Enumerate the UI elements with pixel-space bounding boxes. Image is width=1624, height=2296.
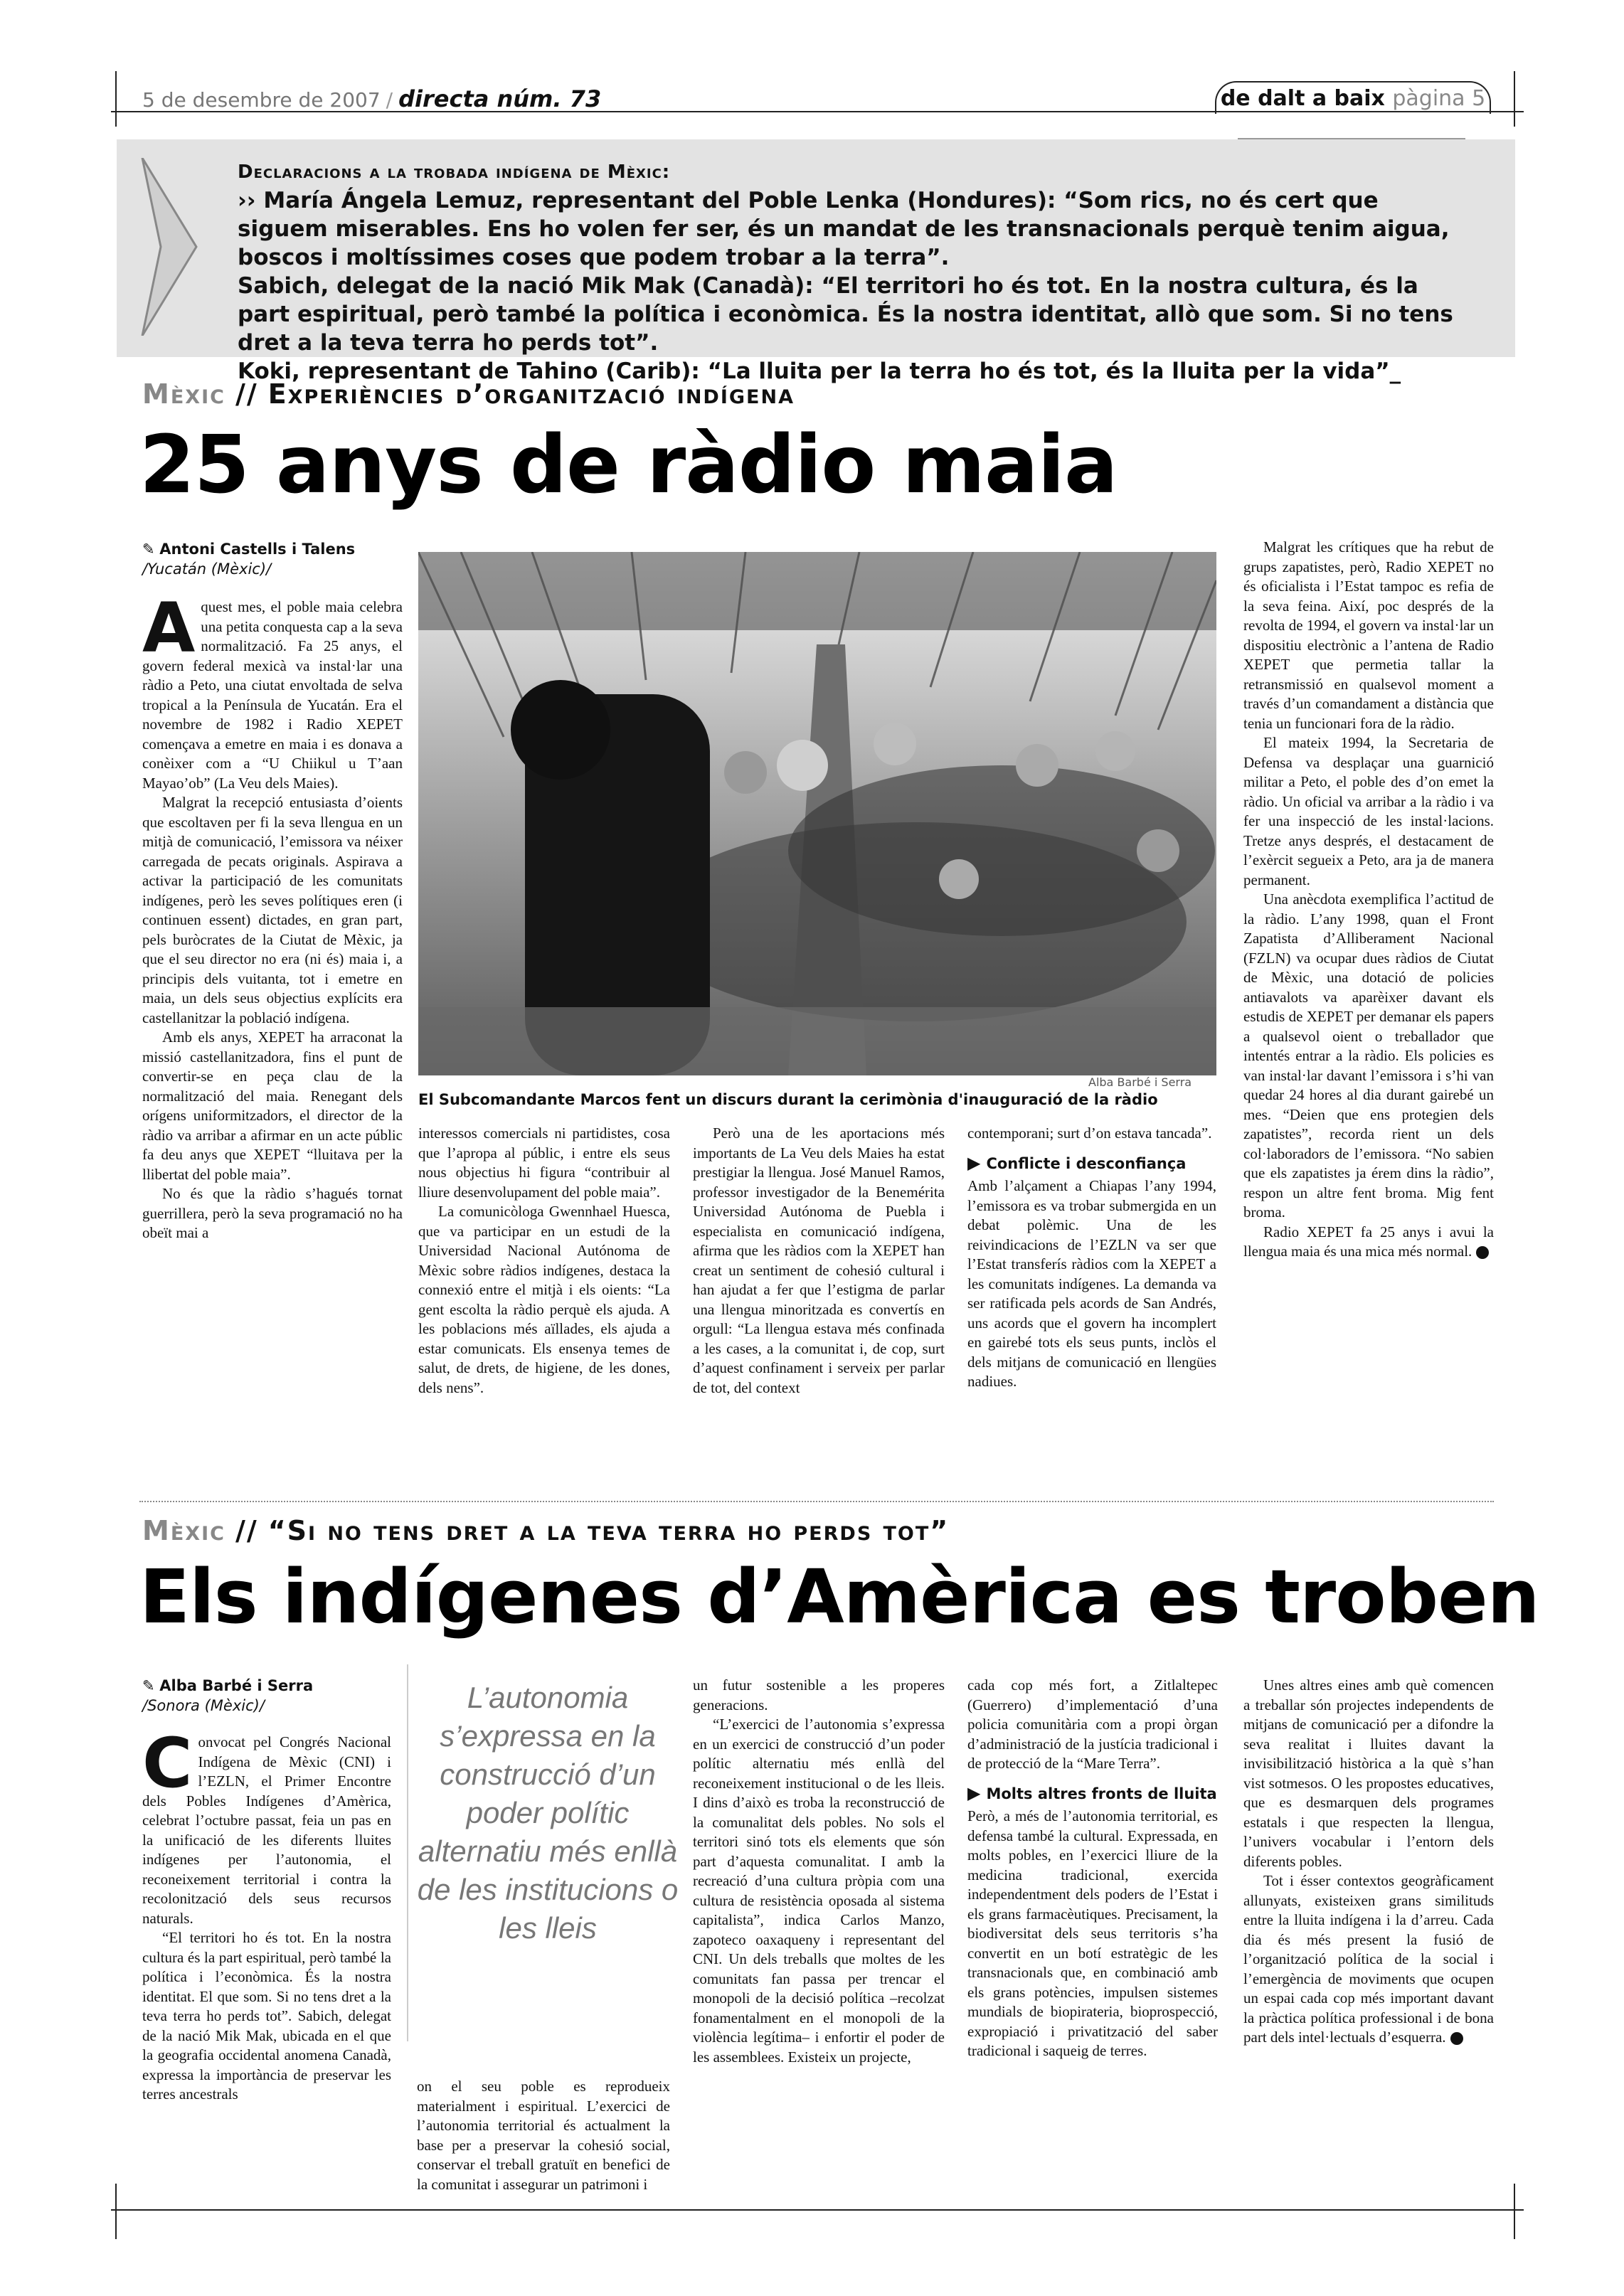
pen-icon: ✎: [142, 1677, 155, 1694]
section-name: de dalt a baix: [1220, 86, 1385, 111]
article1-kicker-text: Experiències d’organització indígena: [267, 378, 795, 410]
article1-col3-para: Però una de les aportacions més importants de La Veu dels Maies ha estat prestigiar la llengua. José Manuel Ramos, professor investigador de la Benemérita Universidad Autónoma de Puebla i especialista en comunicació indígena, afirma que les ràdios com la XEPET han creat un sentiment de cohesió cultural i han ajudat a fer que l’estigma de parlar una llengua minoritzada es convertís en orgull: “La llengua estava més confinada a les cases, a la comunitat i, de cop, surt d’aquest confinament i serveix per parlar de tot, del context: [693, 1125, 945, 1396]
declaration-sabich: Sabich, delegat de la nació Mik Mak (Canadà): “El territori ho és tot. En la nostra cultura, és la part espiritual, però també la política i econòmica. És la nostra identitat, allò que som. Si no tens dret a la teva terra ho perds tot”.: [238, 273, 1453, 356]
left-rule-bottom: [115, 2184, 117, 2239]
article2-col3-para: un futur sostenible a les properes generacions.: [693, 1676, 945, 1713]
issue-date: 5 de desembre de 2007: [142, 88, 381, 112]
article1-kicker: [142, 378, 795, 410]
article1-column-4: [967, 1124, 1216, 1392]
publication-name: directa núm. 73: [398, 85, 602, 112]
article1-byline: [142, 539, 405, 579]
article1-separator: //: [235, 378, 258, 410]
article2-col4-para: Però, a més de l’autonomia territorial, es defensa també la cultural. Expressada, en molts pobles, en l’exercici lliure de la medicina tradicional, exercida independentment dels poders de l’Estat i els grans farmacèutiques. Precisament, la biodiversitat dels seus territoris s’ha convertit en un botí estratègic de les transnacionals que, en combinació amb els grans potències, impulsen sistemes mundials de biopirateria, bioprospecció, expropiació i privatització del saber tradicional i saqueig de terres.: [967, 1807, 1218, 2059]
article1-col1-para: Aquest mes, el poble maia celebra una petita conquesta cap a la seva normalització. Fa 25 anys, el govern federal mexicà va instal·lar una ràdio a Peto, una ciutat envoltada de selva tropical a la Península de Yucatán. Era el novembre de 1982 i Radio XEPET començava a emetre en maia i es donava a conèixer com a “U Chiikul u T’aan Mayao’ob” (La Veu dels Maies).: [142, 588, 403, 792]
page-number: pàgina 5: [1392, 86, 1486, 111]
article2-col5-para: [1243, 1871, 1494, 2048]
article2-column-5: [1243, 1676, 1494, 2048]
article1-col1-para: No és que la ràdio s’hagués tornat guerrillera, però la seva programació no ha obeït mai a: [142, 1185, 403, 1241]
article2-col1-para: “El territori ho és tot. En la nostra cultura és la part espiritual, però també la política i l’econòmica. És la nostra identitat. El que som. Si no tens dret a la teva terra ho perds tot”. Sabich, delegat de la nació Mik Mak, ubicada en el que la geografia occidental anomena Canadà, expressa la importància de preservar les terres ancestrals: [142, 1929, 391, 2103]
article1-section: Mèxic: [142, 378, 225, 410]
article2-col4-intro: cada cop més fort, a Zitlaltepec (Guerrero) d’implementació d’una policia comunitària com a propi òrgan d’administració de la justícia tradicional i de protecció de la “Mare Terra”.: [967, 1676, 1218, 1772]
article2-column-1: [142, 1723, 391, 2105]
news-photo: [418, 552, 1216, 1075]
article2-author: Alba Barbé i Serra: [159, 1677, 314, 1694]
bottom-rule: [111, 2209, 1524, 2211]
page-header-left: [142, 85, 601, 112]
arrow-icon: [139, 158, 199, 336]
photo-credit: Alba Barbé i Serra: [1088, 1075, 1192, 1089]
article2-column-3: [693, 1676, 945, 2067]
article1-column-2: [418, 1124, 670, 1398]
article1-col4-intro: contemporani; surt d’on estava tancada”.: [967, 1125, 1212, 1142]
right-rule-bottom: [1514, 2184, 1515, 2239]
article1-col2-para: interessos comercials ni partidistes, cosa que l’apropa al públic, i entre els seus nous objectius hi figura “contribuir al lliure desenvolupament del poble maia”.: [418, 1125, 670, 1201]
article2-title: Els indígenes d’Amèrica es troben: [139, 1553, 1539, 1640]
article1-col2-para: La comunicòloga Gwennhael Huesca, que va participar en un estudi de la Universidad Nacional Autónoma de Mèxic sobre ràdios indígenes, destaca la connexió entre el mitjà i els oients: “La gent escolta la ràdio perquè els ajuda. A les poblacions més aïllades, els ajuda a estar comunicats. Els ensenya temes de salut, de drets, de higiene, de les dones, dels nens”.: [418, 1203, 670, 1396]
article2-column-4: [967, 1676, 1218, 2061]
pullquote-rule: [407, 1664, 408, 2041]
article1-col1-para: Amb els anys, XEPET ha arraconat la missió castellanitzadora, fins el punt de convertir-se en peça clau de la normalització del maia. Renegant dels orígens uniformitzadors, el director de la ràdio va arribar a afirmar en un acte públic fa deu anys que XEPET “lluitava per la llibertat del poble maia”.: [142, 1029, 403, 1183]
article2-column-2: [417, 2077, 670, 2194]
pen-icon: ✎: [142, 541, 155, 558]
article1-col5-para: [1243, 1223, 1494, 1262]
section-tab: [1215, 81, 1491, 114]
article1-author: Antoni Castells i Talens: [159, 541, 356, 558]
pullquote: L’autonomia s’expressa en la construcció d’un poder polític alternatiu més enllà de les institucions o les lleis: [417, 1681, 679, 1945]
article2-col5-para: Unes altres eines amb què comencen a treballar són projectes independents de mitjans de comunicació per a difondre la seva realitat i lluites davant la invisibilització històrica a la què s’han vist sotmesos. O les propostes educatives, que es desmarquen dels programes estatals i que respecten la llengua, l’univers vocabular i l’entorn dels diferents pobles.: [1243, 1676, 1494, 1870]
article1-location: /Yucatán (Mèxic)/: [142, 560, 272, 578]
article1-col5-para: Malgrat les crítiques que ha rebut de grups zapatistes, però, Radio XEPET no és oficialista i l’Estat tampoc es refia de la seva feina. Així, poc després de la revolta de 1994, el govern va instal·lar un dispositiu electrònic a l’antena de Radio XEPET que permetia tallar la retransmissió en qualsevol moment a través d’un comandament a distància que tenia un funcionari fora de la ràdio.: [1243, 538, 1494, 732]
article2-byline: [142, 1676, 405, 1716]
declaration-lemuz: ›› María Ángela Lemuz, representant del Poble Lenka (Hondures): “Som rics, no és cert que siguem miserables. Ens ho volen fer ser, és un mandat de les transnacionals perquè tenim aigua, boscos i moltíssimes coses que podem trobar a la terra”.: [238, 188, 1450, 270]
left-rule-top: [115, 71, 117, 127]
article2-location: /Sonora (Mèxic)/: [142, 1697, 265, 1714]
section-divider: [139, 1501, 1494, 1502]
article1-title: 25 anys de ràdio maia: [139, 419, 1118, 511]
article1-col1-para: Malgrat la recepció entusiasta d’oients que escoltaven per fi la seva llengua en un mitjà de comunicació, l’emissora va néixer carregada de pecats originals. Aspirava a activar la participació de les comunitats indígenes, però les seves polítiques eren (i continuen essent) dictades, en gran part, pels buròcrates de la Ciutat de Mèxic, ja que el seu director no era (ni és) maia i, a principis dels vuitanta, tot i emetre en maia, un dels seus objectius explícits era castellanitzar la població indígena.: [142, 794, 403, 1026]
article2-kicker: [142, 1515, 949, 1546]
declaration-koki: Koki, representant de Tahino (Carib): “La lluita per la terra ho és tot, és la lluita per la vida”_: [238, 358, 1401, 384]
declarations-text: [238, 158, 1475, 386]
header-slash: /: [386, 88, 393, 112]
article2-section: Mèxic: [142, 1515, 225, 1546]
article1-col5-para: Una anècdota exemplifica l’actitud de la ràdio. L’any 1998, quan el Front Zapatista d’Alliberament Nacional (FZLN) va ocupar dues ràdios de Ciutat de Mèxic, una dotació de policies antiavalots va aparèixer davant els estudis de XEPET per demanar els papers a qualsevol oient o treballador que intentés entrar a la ràdio. Els policies es van instal·lar davant l’emissora i s’hi van quedar 24 hores al dia durant gairebé un mes. “Deien que ens protegien dels zapatistes”, recorda rient un dels col·laboradors de l’emissora. “No sabien que els zapatistes ja érem dins la ràdio”, respon un altre fent broma. Mig fent broma.: [1243, 891, 1494, 1221]
declarations-title: Declaracions a la trobada indígena de Mèxic:: [238, 161, 671, 183]
photo-caption: El Subcomandante Marcos fent un discurs durant la cerimònia d'inauguració de la ràdio: [418, 1091, 1158, 1108]
article2-kicker-text: “Si no tens dret a la teva terra ho perds tot”: [267, 1515, 950, 1546]
article2-separator: //: [235, 1515, 258, 1546]
end-mark-icon: [1450, 2032, 1463, 2045]
right-rule-top: [1514, 71, 1515, 127]
article1-closing: Radio XEPET fa 25 anys i avui la llengua maia és una mica més normal.: [1243, 1223, 1494, 1260]
article1-subhead: ▶ Conflicte i desconfiança: [967, 1154, 1216, 1174]
article2-subhead: ▶ Molts altres fronts de lluita: [967, 1784, 1218, 1805]
article2-col1-para: Convocat pel Congrés Nacional Indígena de Mèxic (CNI) i l’EZLN, el Primer Encontre dels Pobles Indígenes d’Amèrica, celebrat l’octubre passat, feia un pas en la unificació de les diferents lluites indígenes per l’autonomia, el reconeixement territorial i contra la recolonització dels seus recursos naturals.: [142, 1723, 391, 1927]
article2-col2-para: on el seu poble es reprodueix materialment i espiritual. L’exercici de l’autonomia territorial és actualment la base per a preservar la cohesió social, conservar el treball gratuït en benefici de la comunitat i assegurar un patrimoni i: [417, 2078, 670, 2193]
article1-col5-para: El mateix 1994, la Secretaria de Defensa va desplaçar una guarnició militar a Peto, el poble des d’on emet la ràdio. Un oficial va arribar a la ràdio i va fer una inspecció de les instal·lacions. Tretze anys després, el destacament de l’exèrcit segueix a Peto, ara ja de manera permanent.: [1243, 734, 1494, 888]
article1-column-1: [142, 588, 403, 1243]
end-mark-icon: [1476, 1246, 1489, 1259]
article1-col4-para: Amb l’alçament a Chiapas l’any 1994, l’emissora es va trobar submergida en un debat polèmic. Una de les reivindicacions de l’EZLN va ser que l’Estat transferís ràdios com la XEPET a les comunitats indígenes. La demanda va ser ratificada pels acords de San Andrés, uns acords que el govern ha incomplert en gairebé tots els seus punts, inclòs el dels mitjans de comunicació en llengües nadiues.: [967, 1177, 1216, 1390]
article2-closing: Tot i ésser contextos geogràficament allunyats, existeixen grans similituds entre la lluita indígena i la d’arreu. Cada dia és més present la fusió de l’organització política de la social i l’emergència de moviments que ocupen un espai cada cop més important davant la pràctica política professional i de bona part dels intel·lectuals d’esquerra.: [1243, 1872, 1494, 2046]
article1-column-5: [1243, 538, 1494, 1262]
article2-col3-para: “L’exercici de l’autonomia s’expressa en un exercici de construcció d’un poder polític alternatiu més enllà del reconeixement institucional o de les lleis. I dins d’això es troba la reconstrucció de la comunalitat dels pobles. No sols el territori sinó tots els elements que són part d’aquesta comunalitat. I amb la recreació d’una cultura pròpia com una cultura de resistència oposada al sistema capitalista”, indica Carlos Manzo, zapoteco oaxaqueny i representant del CNI. Un dels treballs que moltes de les comunitats fan passa per trencar el monopoli de la decisió política –recolzat fonamentalment en el monopoli de la violència legítima– i enfortir el poder de les assemblees. Existeix un projecte,: [693, 1716, 945, 2066]
article1-column-3: [693, 1124, 945, 1398]
